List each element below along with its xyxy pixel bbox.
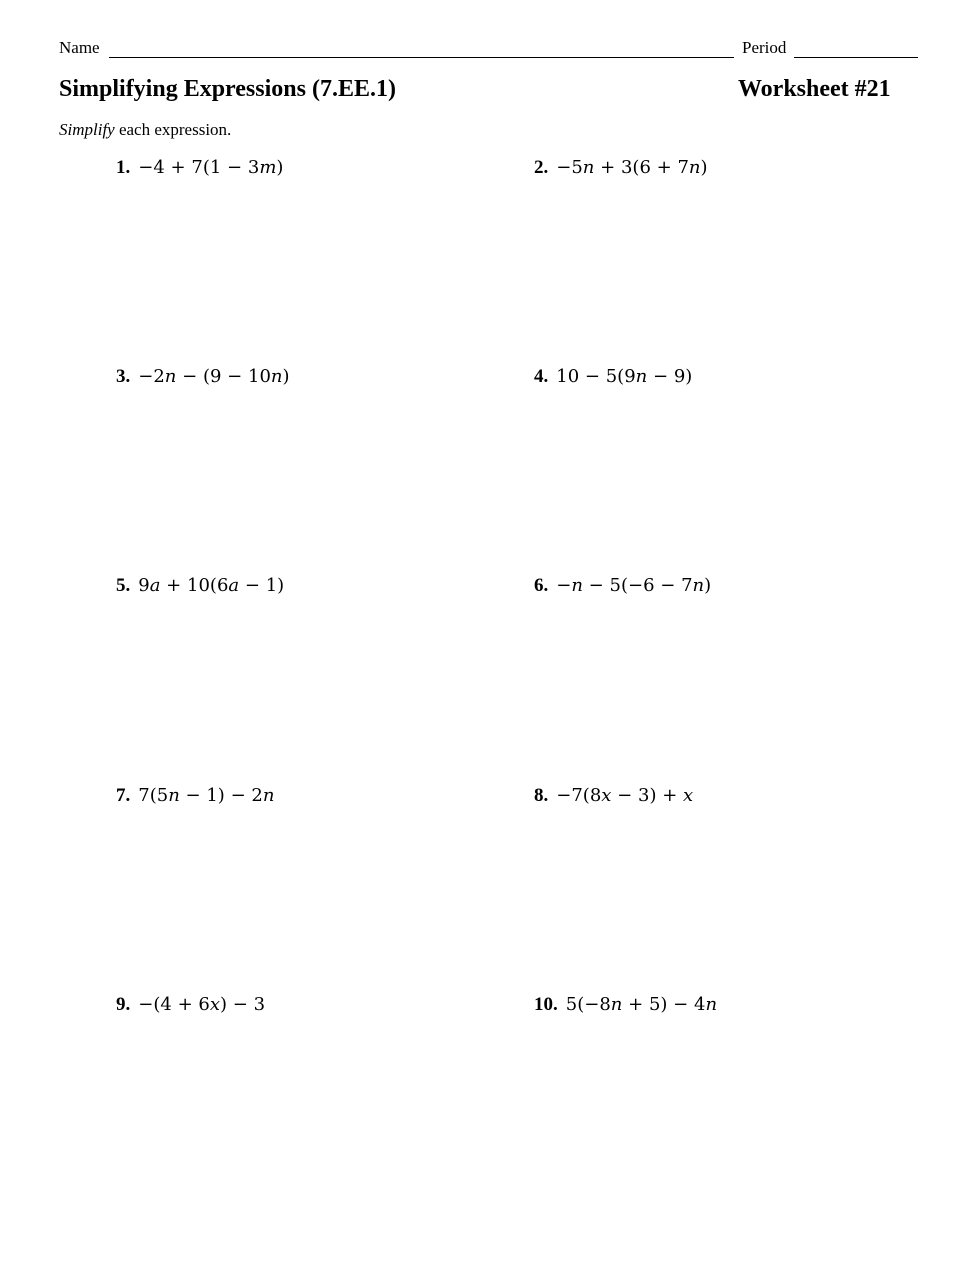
problem-number: 9. xyxy=(116,994,131,1015)
problem-expression: −n − 5(−6 − 7n) xyxy=(556,575,712,596)
problem-9 xyxy=(116,994,265,1016)
problem-1 xyxy=(116,157,283,179)
problem-number: 2. xyxy=(534,157,549,178)
problem-number: 3. xyxy=(116,366,131,387)
worksheet-title: Simplifying Expressions (7.EE.1) xyxy=(59,76,396,102)
problem-number: 1. xyxy=(116,157,131,178)
problem-expression: −2n − (9 − 10n) xyxy=(138,366,290,387)
problem-8 xyxy=(534,785,693,807)
problem-expression: 5(−8n + 5) − 4n xyxy=(565,994,718,1015)
problem-expression: −5n + 3(6 + 7n) xyxy=(556,157,708,178)
problem-number: 6. xyxy=(534,575,549,596)
period-blank-line xyxy=(794,57,918,58)
problem-3 xyxy=(116,366,290,388)
name-blank-line xyxy=(109,57,734,58)
problem-4 xyxy=(534,366,692,388)
problem-6 xyxy=(534,575,711,597)
problem-expression: −4 + 7(1 − 3m) xyxy=(138,157,284,178)
problem-2 xyxy=(534,157,708,179)
problem-10 xyxy=(534,994,717,1016)
problem-expression: −7(8x − 3) + x xyxy=(556,785,694,806)
instructions-emphasis: Simplify xyxy=(59,120,115,139)
instructions xyxy=(59,120,231,140)
problem-number: 8. xyxy=(534,785,549,806)
problem-number: 10. xyxy=(534,994,558,1015)
student-info-line xyxy=(59,38,919,62)
problem-number: 5. xyxy=(116,575,131,596)
instructions-text: each expression. xyxy=(114,120,232,139)
name-label: Name xyxy=(59,38,100,57)
problem-expression: 9a + 10(6a − 1) xyxy=(138,575,285,596)
problem-expression: 10 − 5(9n − 9) xyxy=(556,366,693,387)
problem-5 xyxy=(116,575,284,597)
problem-expression: −(4 + 6x) − 3 xyxy=(138,994,266,1015)
problem-number: 7. xyxy=(116,785,131,806)
worksheet-number: Worksheet #21 xyxy=(738,76,891,102)
problem-number: 4. xyxy=(534,366,549,387)
problem-expression: 7(5n − 1) − 2n xyxy=(138,785,275,806)
period-label: Period xyxy=(742,38,787,57)
problem-7 xyxy=(116,785,274,807)
